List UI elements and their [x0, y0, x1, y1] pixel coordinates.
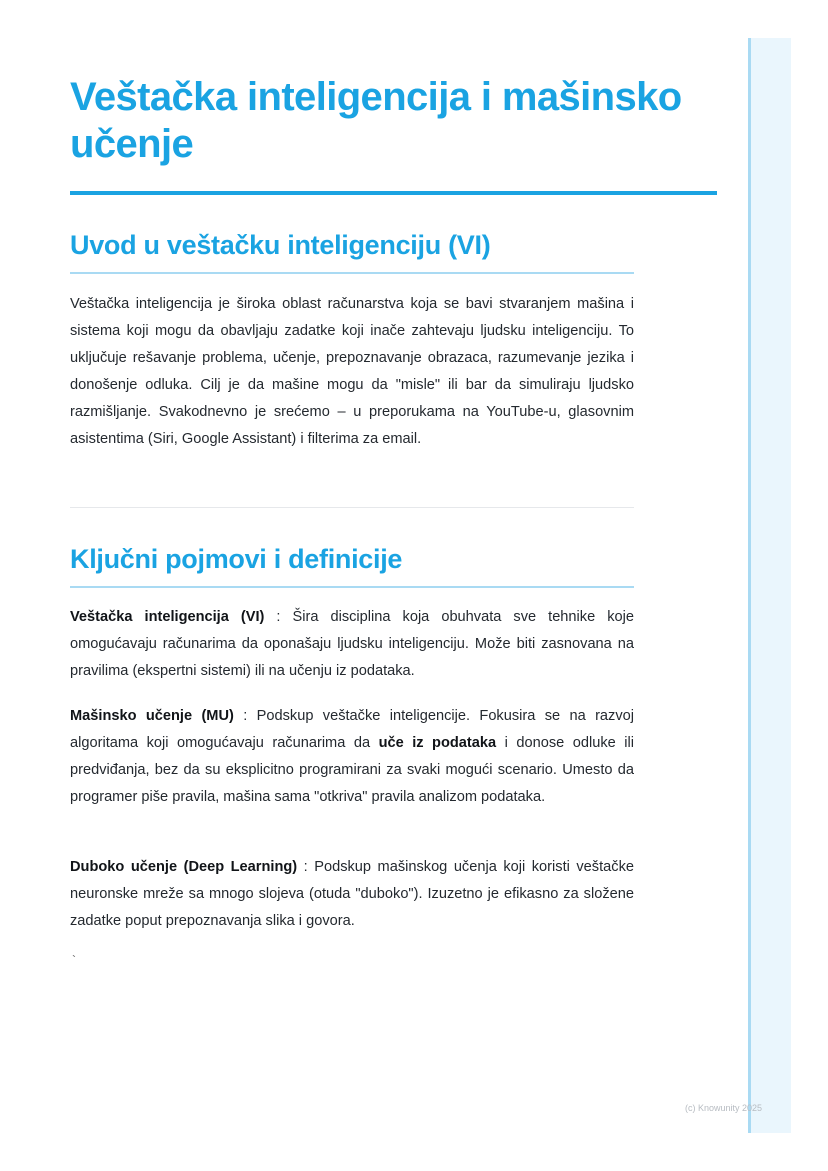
definition-separator: : [264, 609, 293, 625]
definition-term: Mašinsko učenje (MU) [70, 708, 234, 724]
section-heading-key-terms: Ključni pojmovi i definicije [70, 544, 403, 574]
definition-term: Duboko učenje (Deep Learning) [70, 859, 298, 875]
definition-emphasis: uče iz podataka [378, 735, 497, 751]
definition-separator: : [297, 859, 315, 875]
intro-paragraph: Veštačka inteligencija je široka oblast računarstva koja se bavi stvaranjem mašina i sistema koji mogu da obavljaju zadatke koji inače zahtevaju ljudsku inteligenciju. To uključuje rešavanje problema, učenje, prepoznavanje obrazaca, razumevanje jezika i donošenje odluka. Cilj je da mašine mogu da "misle" ili bar da simuliraju ljudsko razmišljanje. Svakodnevno je srećemo – u preporukama na YouTube-u, glasovnim asistentima (Siri, Google Assistant) i filterima za email. [70, 296, 634, 447]
definition-deep-learning [70, 854, 634, 935]
right-margin-bar [748, 38, 791, 1133]
definition-text: Podskup mašinskog učenja koji koristi veštačke neuronske mreže sa mnogo slojeva (otuda "duboko"). Izuzetno je efikasno za složene zadatke poput prepoznavanja slika i govora. [70, 859, 634, 929]
section-heading-intro: Uvod u veštačku inteligenciju (VI) [70, 230, 491, 260]
definition-text-before: Podskup veštačke inteligencije. Fokusira se na razvoj algoritama koji omogućavaju računarima da [70, 708, 635, 751]
title-underline [70, 191, 717, 195]
definition-text: Šira disciplina koja obuhvata sve tehnike koje omogućavaju računarima da oponašaju ljudsku inteligenciju. Može biti zasnovana na pravilima (ekspertni sistemi) ili na učenju iz podataka. [70, 609, 634, 679]
definition-ml [70, 703, 634, 811]
page-title: Veštačka inteligencija i mašinsko učenje [70, 75, 682, 166]
definition-text-after: i donose odluke ili predviđanja, bez da su eksplicitno programirani za svaki mogući scenario. Umesto da programer piše pravila, mašina sama "otkriva" pravila analizom podataka. [70, 735, 634, 805]
section-divider [70, 507, 634, 508]
stray-backtick: ` [72, 953, 76, 967]
definition-term: Veštačka inteligencija (VI) [70, 609, 265, 625]
section-underline-intro [70, 272, 634, 274]
copyright-footer: (c) Knowunity 2025 [685, 1103, 763, 1113]
definition-separator: : [233, 708, 257, 724]
section-underline-key-terms [70, 586, 634, 588]
definition-ai [70, 604, 634, 685]
